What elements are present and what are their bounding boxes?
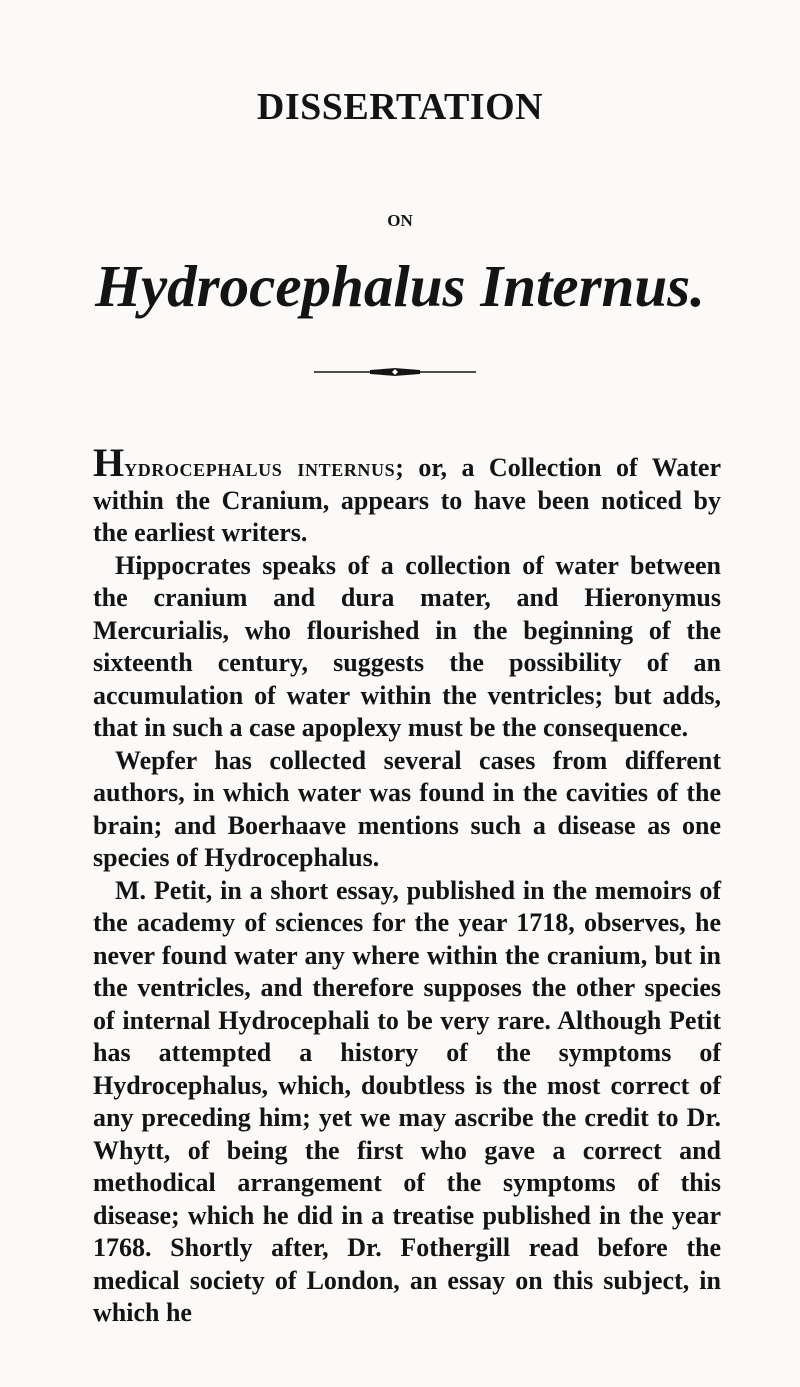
- page-title: DISSERTATION: [256, 86, 544, 128]
- paragraph-1-text: ; or, a Collection of Water within the Cranium, appears to have been noticed by the earliest writers.: [93, 453, 722, 547]
- dissertation-body: [93, 440, 722, 1330]
- title-connector: ON: [387, 211, 413, 230]
- paragraph-1: [93, 440, 722, 550]
- drop-cap: H: [93, 440, 125, 485]
- paragraph-3: Wepfer has collected several cases from different authors, in which water was found in the cavities of the brain; and Boerhaave mentions such a disease as one species of Hydrocephalus.: [93, 745, 721, 872]
- opening-small-caps: ydrocephalus internus: [124, 453, 396, 482]
- double-arrow-rule-icon: [314, 365, 476, 379]
- paragraph-2: Hippocrates speaks of a collection of water between the cranium and dura mater, and Hieronymus Mercurialis, who flourished in the beginning of the sixteenth century, suggests the possibility of an accumulation of water within the ventricles; but adds, that in such a case apoplexy must be the consequence.: [93, 550, 721, 742]
- paragraph-4: M. Petit, in a short essay, published in the memoirs of the academy of sciences for the year 1718, observes, he never found water any where within the cranium, but in the ventricles, and therefore supposes the other species of internal Hydrocephali to be very rare. Although Petit has attempted a history of the symptoms of Hydrocephalus, which, doubtless is the most correct of any preceding him; yet we may ascribe the credit to Dr. Whytt, of being the first who gave a correct and methodical arrangement of the symptoms of this disease; which he did in a treatise published in the year 1768. Shortly after, Dr. Fothergill read before the medical society of London, an essay on this subject, in which he: [93, 875, 721, 1327]
- subject-title: Hydrocephalus Internus.: [95, 253, 705, 319]
